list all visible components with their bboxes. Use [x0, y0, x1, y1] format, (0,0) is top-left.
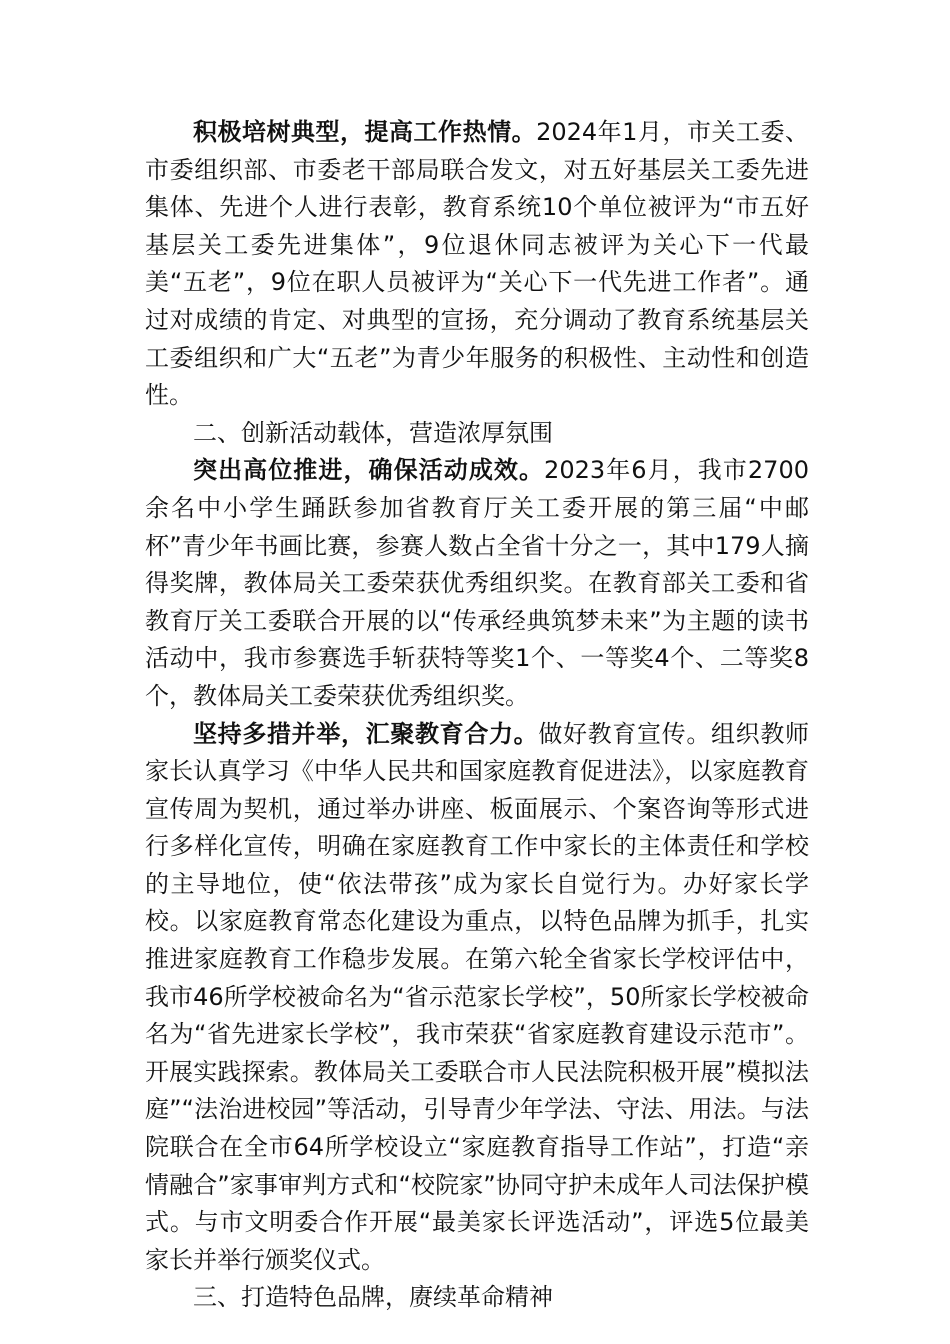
paragraph-lead: 突出高位推进，确保活动成效。	[193, 456, 545, 485]
section-heading-2: 二、创新活动载体，营造浓厚氛围	[193, 418, 553, 447]
section-heading-3: 三、打造特色品牌，赓续革命精神	[193, 1283, 553, 1312]
document-page	[145, 114, 809, 1317]
paragraph-lead: 坚持多措并举，汇聚教育合力。	[193, 719, 539, 748]
paragraph-body: 2023年6月，我市2700余名中小学生踊跃参加省教育厅关工委开展的第三届“中邮杯”青少年书画比赛，参赛人数占全省十分之一，其中179人摘得奖牌，教体局关工委荣获优秀组织奖。在教育部关工委和省教育厅关工委联合开展的以“传承经典筑梦未来”为主题的读书活动中，我市参赛选手斩获特等奖1个、一等奖4个、二等奖8个，教体局关工委荣获优秀组织奖。	[145, 456, 809, 710]
paragraph-exemplars	[145, 114, 809, 415]
paragraph-body: 做好教育宣传。组织教师家长认真学习《中华人民共和国家庭教育促进法》，以家庭教育宣传周为契机，通过举办讲座、板面展示、个案咨询等形式进行多样化宣传，明确在家庭教育工作中家长的主体责任和学校的主导地位，使“依法带孩”成为家长自觉行为。办好家长学校。以家庭教育常态化建设为重点，以特色品牌为抓手，扎实推进家庭教育工作稳步发展。在第六轮全省家长学校评估中，我市46所学校被命名为“省示范家长学校”，50所家长学校被命名为“省先进家长学校”，我市荣获“省家庭教育建设示范市”。开展实践探索。教体局关工委联合市人民法院积极开展”模拟法庭”“法治进校园”等活动，引导青少年学法、守法、用法。与法院联合在全市64所学校设立“家庭教育指导工作站”，打造“亲情融合”家事审判方式和“校院家”协同守护未成年人司法保护模式。与市文明委合作开展“最美家长评选活动”，评选5位最美家长并举行颁奖仪式。	[145, 719, 810, 1274]
paragraph-body: 2024年1月，市关工委、市委组织部、市委老干部局联合发文，对五好基层关工委先进集体、先进个人进行表彰，教育系统10个单位被评为“市五好基层关工委先进集体”，9位退休同志被评为关心下一代最美“五老”，9位在职人员被评为“关心下一代先进工作者”。通过对成绩的肯定、对典型的宣扬，充分调动了教育系统基层关工委组织和广大“五老”为青少年服务的积极性、主动性和创造性。	[145, 118, 809, 410]
paragraph-lead: 积极培树典型，提高工作热情。	[193, 118, 537, 146]
paragraph-activities	[145, 452, 809, 715]
paragraph-measures	[145, 716, 809, 1280]
